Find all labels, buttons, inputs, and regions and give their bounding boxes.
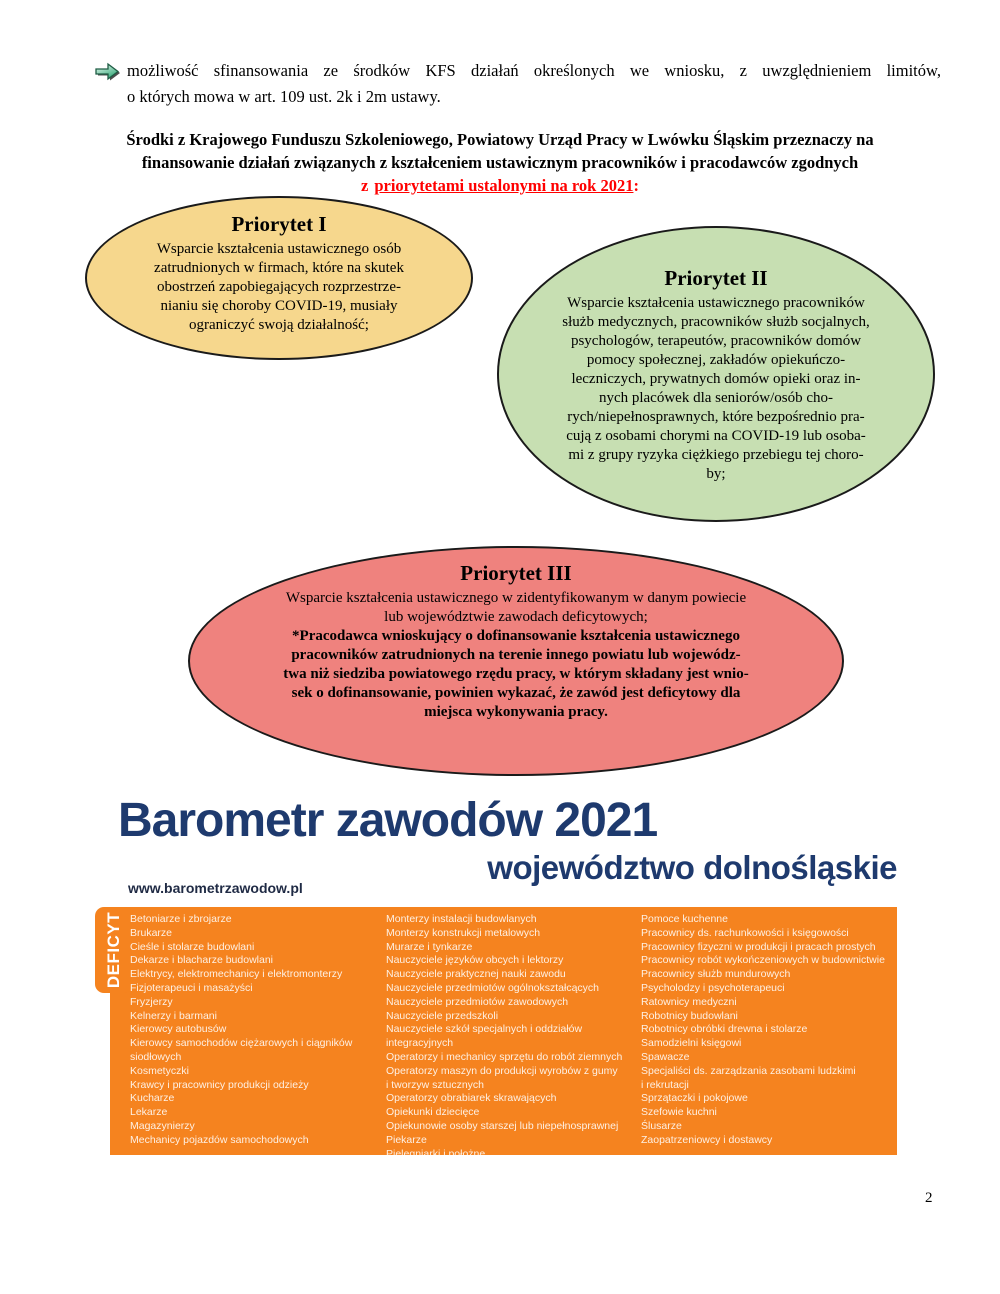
intro-line: o których mowa w art. 109 ust. 2k i 2m ustawy. — [127, 87, 441, 106]
profession-item: Nauczyciele szkół specjalnych i oddziałów integracyjnych — [386, 1023, 583, 1050]
profession-item: Spawacze — [641, 1050, 690, 1063]
profession-item: Samodzielni księgowi — [641, 1037, 742, 1050]
heading-line: Środki z Krajowego Funduszu Szkoleniowego, Powiatowy Urząd Pracy w Lwówku Śląskim przeznaczy na — [126, 130, 874, 149]
priority-body-line: leczniczych, prywatnych domów opieki oraz in- — [571, 370, 861, 387]
profession-item: Monterzy instalacji budowlanych — [386, 913, 537, 925]
priority-body-line: służb medycznych, pracowników służb socjalnych, — [562, 313, 870, 330]
profession-item: Murarze i tynkarze — [386, 940, 473, 953]
profession-item: Opiekunowie osoby starszej lub niepełnosprawnej — [386, 1119, 619, 1132]
priority-body-bold-line: pracowników zatrudnionych na terenie innego powiatu lub wojewódz- — [291, 647, 741, 663]
profession-item: Psycholodzy i psychoterapeuci — [641, 981, 785, 994]
profession-item: Robotnicy budowlani — [641, 1009, 738, 1022]
priority-body-line: zatrudnionych w firmach, które na skutek — [154, 260, 404, 276]
profession-item: Pracownicy fizyczni w produkcji i pracach prostych — [641, 940, 876, 953]
profession-item: Mechanicy pojazdów samochodowych — [130, 1133, 309, 1146]
priority-1-title: Priorytet I — [231, 212, 327, 236]
priority-body-line: pomocy społecznej, zakładów opiekuńczo- — [586, 351, 846, 368]
profession-item: Piekarze — [386, 1133, 427, 1146]
profession-item: i tworzyw sztucznych — [386, 1078, 485, 1091]
profession-item: Nauczyciele języków obcych i lektorzy — [386, 954, 564, 967]
profession-item: Kierowcy autobusów — [130, 1023, 227, 1036]
profession-item: Nauczyciele przedszkoli — [386, 1009, 499, 1022]
priority-3-title: Priorytet III — [460, 561, 572, 585]
priority-1-body — [154, 240, 404, 335]
priority-body-line: Wsparcie kształcenia ustawicznego w zidentyfikowanym w danym powiecie — [285, 590, 747, 606]
profession-item: Pomoce kuchenne — [641, 913, 728, 925]
deficit-column-1 — [130, 913, 382, 1148]
priority-body-line: Wsparcie kształcenia ustawicznego pracowników — [567, 294, 865, 311]
profession-item: Operatorzy i mechanicy sprzętu do robót ziemnych — [386, 1050, 623, 1063]
profession-item: Dekarze i blacharze budowlani — [130, 954, 273, 967]
profession-item: Kosmetyczki — [130, 1064, 189, 1077]
heading-red-prefix: z — [361, 176, 369, 195]
profession-item: Cieśle i stolarze budowlani — [130, 940, 255, 953]
intro-line: możliwość sfinansowania ze środków KFS działań określonych we wniosku, z uwzględnieniem limitów, — [127, 61, 941, 80]
profession-item: Pielęgniarki i położne — [386, 1147, 486, 1160]
profession-item: Specjaliści ds. zarządzania zasobami ludzkimi — [641, 1064, 856, 1077]
priority-3-ellipse — [188, 546, 844, 776]
priority-1-ellipse — [85, 196, 473, 360]
priority-3-body-regular — [286, 589, 746, 627]
barometer-url: www.barometrzawodow.pl — [128, 880, 303, 896]
profession-item: Pracownicy służb mundurowych — [641, 968, 791, 981]
profession-item: Krawcy i pracownicy produkcji odzieży — [130, 1078, 309, 1091]
barometer-subtitle: województwo dolnośląskie — [487, 849, 897, 886]
profession-item: Pracownicy robót wykończeniowych w budownictwie — [641, 954, 885, 967]
priority-body-line: obostrzeń zapobiegających rozprzestrze- — [156, 279, 401, 295]
intro-paragraph — [127, 58, 941, 110]
priority-body-line: rych/niepełnosprawnych, które bezpośrednio pra- — [567, 408, 865, 425]
priority-body-line: ograniczyć swoją działalność; — [189, 317, 369, 333]
deficit-column-2 — [386, 913, 638, 1161]
profession-item: Operatorzy obrabiarek skrawających — [386, 1092, 557, 1105]
profession-item: Magazynierzy — [130, 1119, 195, 1132]
priorities-2021-link[interactable]: priorytetami ustalonymi na rok 2021 — [374, 176, 634, 195]
priority-2-ellipse — [497, 226, 935, 522]
green-arrow-bullet-icon — [94, 61, 122, 83]
heading-line-red — [70, 174, 930, 197]
profession-item: Brukarze — [130, 926, 173, 939]
priority-body-bold-line: *Pracodawca wnioskujący o dofinansowanie kształcenia ustawicznego — [292, 628, 740, 644]
profession-item: Sprzątaczki i pokojowe — [641, 1092, 748, 1105]
priority-body-line: by; — [706, 465, 726, 482]
priority-body-line: nych placówek dla seniorów/osób cho- — [598, 389, 834, 406]
profession-item: Szefowie kuchni — [641, 1106, 717, 1119]
profession-item: Nauczyciele przedmiotów zawodowych — [386, 995, 569, 1008]
profession-item: Nauczyciele przedmiotów ogólnokształcących — [386, 981, 600, 994]
profession-item: Monterzy konstrukcji metalowych — [386, 926, 541, 939]
priority-body-line: nianiu się choroby COVID-19, musiały — [160, 298, 398, 314]
priority-2-title: Priorytet II — [664, 265, 768, 290]
priority-body-line: lub województwie zawodach deficytowych; — [384, 609, 648, 625]
heading-line: finansowanie działań związanych z kształceniem ustawicznym pracowników i pracodawców zgodnych — [141, 153, 859, 172]
profession-item: Kucharze — [130, 1092, 175, 1105]
page-number: 2 — [925, 1190, 933, 1206]
profession-item: Robotnicy obróbki drewna i stolarze — [641, 1023, 808, 1036]
section-heading — [70, 128, 930, 197]
priority-2-body — [562, 294, 869, 484]
profession-item: Betoniarze i zbrojarze — [130, 913, 232, 925]
profession-item: Ślusarze — [641, 1119, 682, 1132]
priority-body-line: Wsparcie kształcenia ustawicznego osób — [156, 241, 402, 257]
profession-item: Pracownicy ds. rachunkowości i księgowości — [641, 926, 849, 939]
priority-3-body-bold — [283, 627, 748, 722]
profession-item: Fryzjerzy — [130, 995, 173, 1008]
priority-body-line: cują z osobami chorymi na COVID-19 lub osoba- — [566, 427, 866, 444]
priority-body-bold-line: sek o dofinansowanie, powinien wykazać, że zawód jest deficytowy dla — [291, 685, 741, 701]
profession-item: i rekrutacji — [641, 1078, 689, 1091]
profession-item: Operatorzy maszyn do produkcji wyrobów z gumy — [386, 1064, 618, 1077]
profession-item: Fizjoterapeuci i masażyści — [130, 981, 253, 994]
priority-body-bold-line: twa niż siedziba powiatowego rzędu pracy, w którym składany jest wnio- — [283, 666, 749, 682]
barometer-title: Barometr zawodów 2021 — [118, 794, 658, 847]
profession-item: Opiekunki dziecięce — [386, 1106, 480, 1119]
profession-item: Nauczyciele praktycznej nauki zawodu — [386, 968, 566, 981]
profession-item: siodłowych — [130, 1050, 182, 1063]
profession-item: Kierowcy samochodów ciężarowych i ciągników — [130, 1037, 353, 1050]
deficit-column-3 — [641, 913, 893, 1148]
deficyt-tab-label: DEFICYT — [104, 911, 123, 989]
priority-body-line: mi z grupy ryzyka ciężkiego przebiegu tej choro- — [568, 446, 864, 463]
profession-item: Kelnerzy i barmani — [130, 1009, 217, 1022]
heading-red-suffix: : — [633, 176, 639, 195]
profession-item: Ratownicy medyczni — [641, 995, 737, 1008]
priority-body-line: psychologów, terapeutów, pracowników domów — [570, 332, 862, 349]
profession-item: Elektrycy, elektromechanicy i elektromonterzy — [130, 968, 343, 981]
profession-item: Lekarze — [130, 1106, 168, 1119]
profession-item: Zaopatrzeniowcy i dostawcy — [641, 1133, 773, 1146]
priority-body-bold-line: miejsca wykonywania pracy. — [424, 704, 608, 720]
